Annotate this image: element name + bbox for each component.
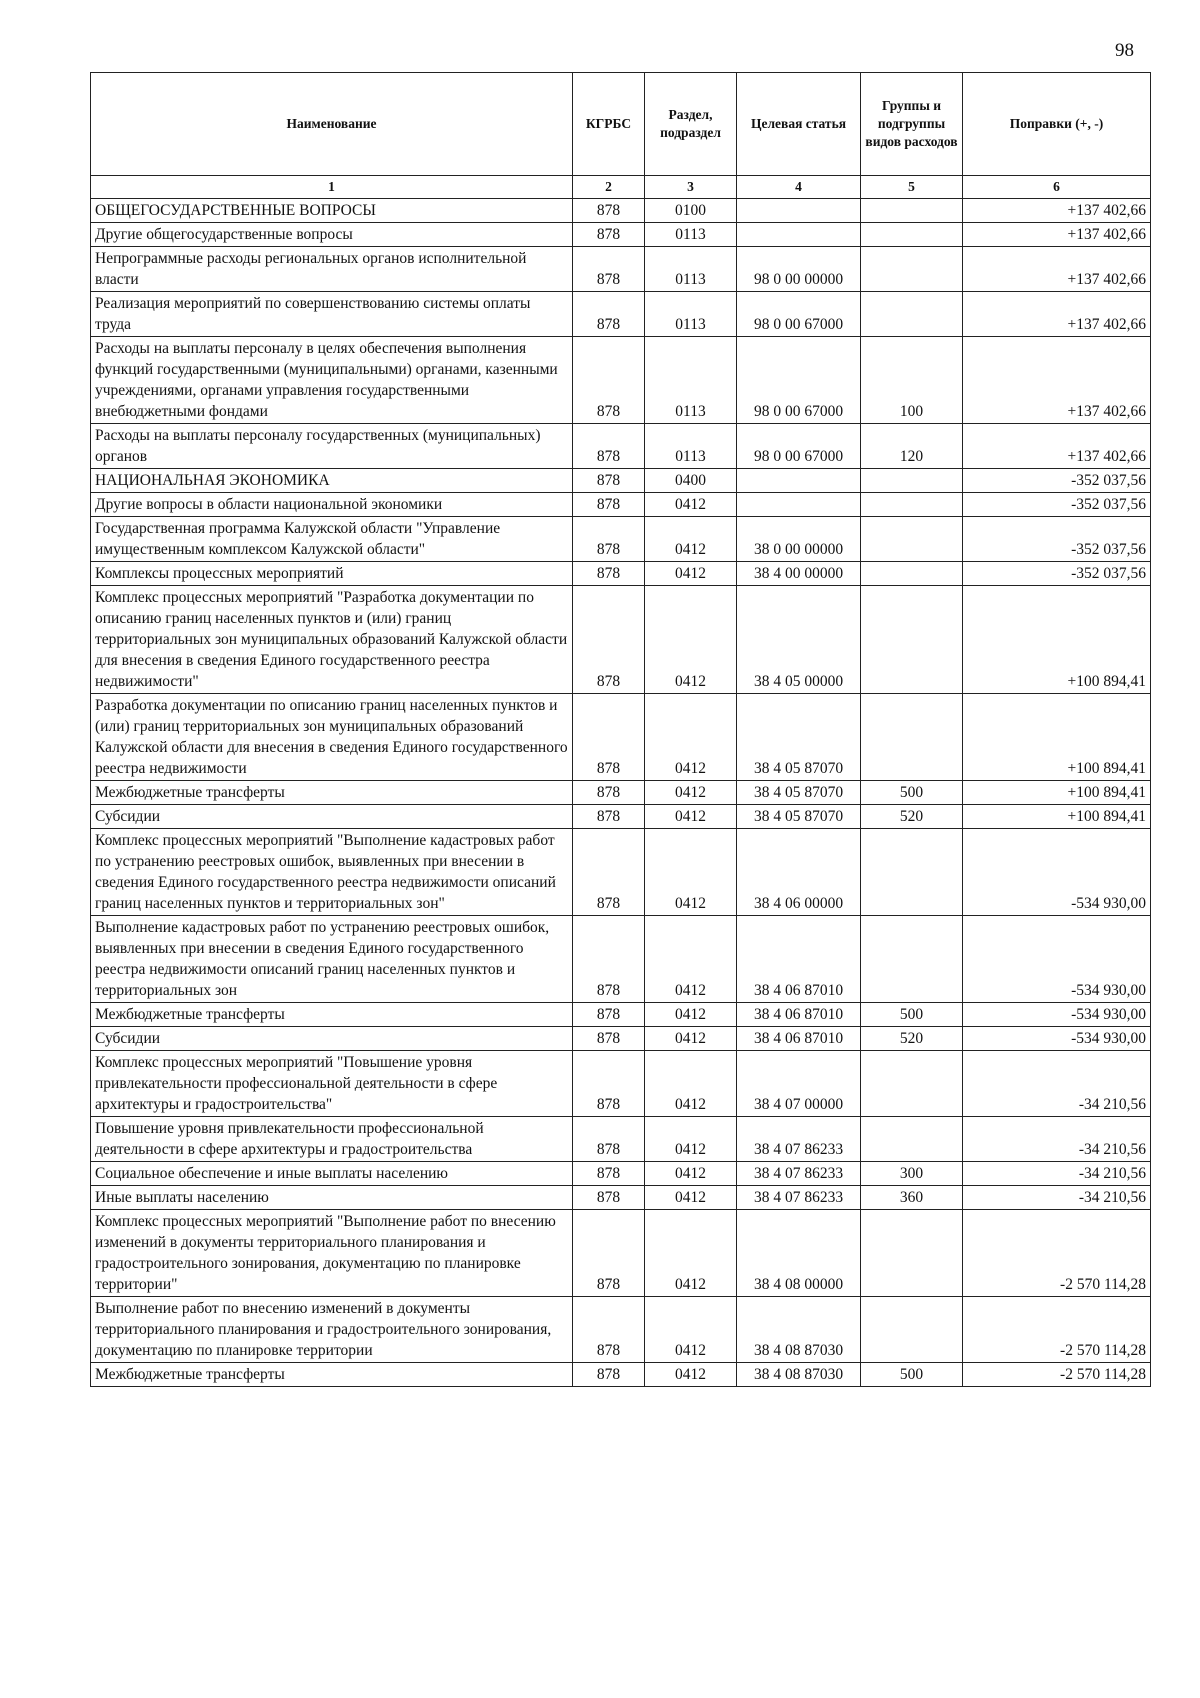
cell-celevaya: 38 4 06 87010 [737,916,861,1003]
table-row [91,337,1151,424]
cell-kgrbs: 878 [573,337,645,424]
cell-celevaya: 38 4 08 87030 [737,1363,861,1387]
cell-kgrbs: 878 [573,694,645,781]
table-row [91,1117,1151,1162]
table-row [91,829,1151,916]
cell-vid: 120 [861,424,963,469]
cell-razdel: 0412 [645,1117,737,1162]
cell-celevaya: 38 4 08 00000 [737,1210,861,1297]
cell-celevaya [737,493,861,517]
cell-amount: +137 402,66 [963,199,1151,223]
cell-kgrbs: 878 [573,223,645,247]
cell-kgrbs: 878 [573,493,645,517]
cell-celevaya: 38 4 06 00000 [737,829,861,916]
table-row [91,694,1151,781]
cell-amount: -34 210,56 [963,1051,1151,1117]
table-row [91,1210,1151,1297]
cell-amount: -352 037,56 [963,493,1151,517]
table-row [91,424,1151,469]
cell-razdel: 0412 [645,1162,737,1186]
cell-razdel: 0412 [645,916,737,1003]
cell-celevaya: 38 4 05 00000 [737,586,861,694]
cell-name: Другие вопросы в области национальной экономики [91,493,573,517]
cell-kgrbs: 878 [573,1117,645,1162]
cell-vid [861,916,963,1003]
cell-celevaya: 38 4 07 00000 [737,1051,861,1117]
cell-celevaya: 38 4 07 86233 [737,1162,861,1186]
cell-name: ОБЩЕГОСУДАРСТВЕННЫЕ ВОПРОСЫ [91,199,573,223]
cell-razdel: 0412 [645,517,737,562]
table-row [91,469,1151,493]
cell-amount: +100 894,41 [963,694,1151,781]
cell-amount: -34 210,56 [963,1186,1151,1210]
cell-amount: +137 402,66 [963,223,1151,247]
cell-celevaya: 38 4 05 87070 [737,805,861,829]
cell-vid [861,517,963,562]
cell-name: Разработка документации по описанию границ населенных пунктов и (или) границ территориальных зон муниципальных образований Калужской области для внесения в сведения Единого государственного реестра недвижимости [91,694,573,781]
cell-name: Выполнение работ по внесению изменений в документы территориального планирования и градостроительного зонирования, документацию по планировке территории [91,1297,573,1363]
cell-celevaya: 38 4 06 87010 [737,1027,861,1051]
table-row [91,292,1151,337]
cell-vid [861,1210,963,1297]
cell-celevaya: 38 4 05 87070 [737,694,861,781]
cell-name: Иные выплаты населению [91,1186,573,1210]
cell-kgrbs: 878 [573,1363,645,1387]
table-row [91,223,1151,247]
cell-celevaya: 98 0 00 67000 [737,337,861,424]
cell-vid: 500 [861,1363,963,1387]
cell-celevaya: 98 0 00 67000 [737,292,861,337]
cell-vid [861,292,963,337]
table-body [91,199,1151,1387]
cell-amount: +100 894,41 [963,586,1151,694]
header-celevaya: Целевая статья [737,73,861,176]
cell-amount: +137 402,66 [963,337,1151,424]
table-row [91,586,1151,694]
cell-kgrbs: 878 [573,829,645,916]
cell-razdel: 0113 [645,292,737,337]
cell-amount: -352 037,56 [963,562,1151,586]
cell-vid [861,1117,963,1162]
cell-name: Расходы на выплаты персоналу в целях обеспечения выполнения функций государственными (муниципальными) органами, казенными учреждениями, органами управления государственными внебюджетными фондами [91,337,573,424]
cell-kgrbs: 878 [573,1003,645,1027]
cell-amount: -352 037,56 [963,469,1151,493]
cell-kgrbs: 878 [573,1297,645,1363]
cell-vid [861,1051,963,1117]
cell-name: Непрограммные расходы региональных органов исполнительной власти [91,247,573,292]
cell-vid [861,562,963,586]
cell-vid: 100 [861,337,963,424]
cell-kgrbs: 878 [573,1186,645,1210]
cell-kgrbs: 878 [573,1027,645,1051]
budget-table [90,72,1151,1387]
cell-kgrbs: 878 [573,1051,645,1117]
cell-name: Государственная программа Калужской области "Управление имущественным комплексом Калужской области" [91,517,573,562]
cell-razdel: 0412 [645,694,737,781]
cell-razdel: 0113 [645,424,737,469]
cell-razdel: 0400 [645,469,737,493]
cell-razdel: 0412 [645,1297,737,1363]
cell-kgrbs: 878 [573,199,645,223]
cell-vid [861,1297,963,1363]
cell-amount: -2 570 114,28 [963,1297,1151,1363]
cell-kgrbs: 878 [573,805,645,829]
cell-amount: -34 210,56 [963,1117,1151,1162]
cell-razdel: 0412 [645,805,737,829]
cell-amount: +137 402,66 [963,292,1151,337]
cell-razdel: 0113 [645,247,737,292]
cell-razdel: 0412 [645,1051,737,1117]
cell-vid [861,493,963,517]
cell-celevaya: 98 0 00 00000 [737,247,861,292]
cell-kgrbs: 878 [573,586,645,694]
cell-kgrbs: 878 [573,517,645,562]
cell-name: Реализация мероприятий по совершенствованию системы оплаты труда [91,292,573,337]
cell-name: Социальное обеспечение и иные выплаты населению [91,1162,573,1186]
cell-kgrbs: 878 [573,469,645,493]
cell-name: Межбюджетные трансферты [91,1003,573,1027]
cell-name: Межбюджетные трансферты [91,781,573,805]
cell-razdel: 0412 [645,781,737,805]
cell-razdel: 0412 [645,586,737,694]
cell-vid [861,829,963,916]
cell-celevaya: 38 4 07 86233 [737,1117,861,1162]
column-number: 4 [737,176,861,199]
table-row [91,247,1151,292]
cell-kgrbs: 878 [573,916,645,1003]
table-row [91,1051,1151,1117]
column-number: 6 [963,176,1151,199]
cell-amount: -2 570 114,28 [963,1363,1151,1387]
table-row [91,805,1151,829]
cell-celevaya [737,199,861,223]
table-row [91,517,1151,562]
cell-name: Комплекс процессных мероприятий "Выполнение кадастровых работ по устранению реестровых ошибок, выявленных при внесении в сведения Единого государственного реестра недвижимости описаний границ населенных пунктов и территориальных зон" [91,829,573,916]
cell-vid: 300 [861,1162,963,1186]
cell-vid: 500 [861,1003,963,1027]
cell-celevaya: 38 4 07 86233 [737,1186,861,1210]
column-number: 5 [861,176,963,199]
cell-celevaya [737,223,861,247]
cell-amount: +137 402,66 [963,247,1151,292]
cell-amount: -352 037,56 [963,517,1151,562]
cell-vid [861,469,963,493]
cell-name: Повышение уровня привлекательности профессиональной деятельности в сфере архитектуры и градостроительства [91,1117,573,1162]
table-row [91,1363,1151,1387]
cell-name: Расходы на выплаты персоналу государственных (муниципальных) органов [91,424,573,469]
table-column-numbers-row [91,176,1151,199]
cell-name: НАЦИОНАЛЬНАЯ ЭКОНОМИКА [91,469,573,493]
cell-razdel: 0412 [645,1027,737,1051]
cell-vid [861,223,963,247]
cell-celevaya: 98 0 00 67000 [737,424,861,469]
cell-razdel: 0100 [645,199,737,223]
cell-name: Субсидии [91,805,573,829]
column-number: 3 [645,176,737,199]
table-row [91,493,1151,517]
header-kgrbs: КГРБС [573,73,645,176]
cell-amount: +100 894,41 [963,805,1151,829]
page-number: 98 [1115,40,1134,61]
cell-razdel: 0412 [645,493,737,517]
cell-vid: 360 [861,1186,963,1210]
column-number: 2 [573,176,645,199]
cell-name: Выполнение кадастровых работ по устранению реестровых ошибок, выявленных при внесении в сведения Единого государственного реестра недвижимости описаний границ населенных пунктов и территориальных зон [91,916,573,1003]
cell-amount: +100 894,41 [963,781,1151,805]
table-row [91,1003,1151,1027]
cell-celevaya: 38 4 06 87010 [737,1003,861,1027]
cell-razdel: 0412 [645,1186,737,1210]
column-number: 1 [91,176,573,199]
cell-amount: -34 210,56 [963,1162,1151,1186]
cell-vid: 520 [861,805,963,829]
cell-vid: 500 [861,781,963,805]
cell-name: Другие общегосударственные вопросы [91,223,573,247]
cell-celevaya: 38 4 05 87070 [737,781,861,805]
cell-vid [861,586,963,694]
cell-amount: -534 930,00 [963,916,1151,1003]
cell-celevaya: 38 0 00 00000 [737,517,861,562]
table-row [91,1027,1151,1051]
cell-kgrbs: 878 [573,562,645,586]
cell-name: Комплексы процессных мероприятий [91,562,573,586]
cell-amount: -534 930,00 [963,1003,1151,1027]
header-razdel: Раздел, подраздел [645,73,737,176]
cell-kgrbs: 878 [573,1210,645,1297]
cell-razdel: 0113 [645,337,737,424]
header-amount: Поправки (+, -) [963,73,1151,176]
cell-name: Субсидии [91,1027,573,1051]
cell-amount: -534 930,00 [963,1027,1151,1051]
cell-celevaya: 38 4 00 00000 [737,562,861,586]
cell-name: Комплекс процессных мероприятий "Повышение уровня привлекательности профессиональной деятельности в сфере архитектуры и градостроительства" [91,1051,573,1117]
table-row [91,781,1151,805]
cell-vid [861,199,963,223]
cell-razdel: 0412 [645,562,737,586]
cell-amount: -2 570 114,28 [963,1210,1151,1297]
cell-celevaya [737,469,861,493]
table-row [91,1186,1151,1210]
table-header-row [91,73,1151,176]
table-row [91,916,1151,1003]
header-name: Наименование [91,73,573,176]
cell-kgrbs: 878 [573,781,645,805]
cell-kgrbs: 878 [573,1162,645,1186]
cell-razdel: 0412 [645,1003,737,1027]
cell-kgrbs: 878 [573,247,645,292]
cell-vid [861,694,963,781]
cell-razdel: 0113 [645,223,737,247]
cell-vid: 520 [861,1027,963,1051]
table-row [91,199,1151,223]
cell-amount: +137 402,66 [963,424,1151,469]
cell-name: Межбюджетные трансферты [91,1363,573,1387]
cell-name: Комплекс процессных мероприятий "Разработка документации по описанию границ населенных пунктов и (или) границ территориальных зон муниципальных образований Калужской области для внесения в сведения Единого государственного реестра недвижимости" [91,586,573,694]
cell-kgrbs: 878 [573,424,645,469]
cell-amount: -534 930,00 [963,829,1151,916]
header-vid: Группы и подгруппы видов расходов [861,73,963,176]
cell-razdel: 0412 [645,1363,737,1387]
cell-razdel: 0412 [645,829,737,916]
cell-razdel: 0412 [645,1210,737,1297]
table-row [91,1297,1151,1363]
cell-vid [861,247,963,292]
table-row [91,1162,1151,1186]
cell-name: Комплекс процессных мероприятий "Выполнение работ по внесению изменений в документы территориального планирования и градостроительного зонирования, документацию по планировке территории" [91,1210,573,1297]
cell-kgrbs: 878 [573,292,645,337]
table-row [91,562,1151,586]
cell-celevaya: 38 4 08 87030 [737,1297,861,1363]
